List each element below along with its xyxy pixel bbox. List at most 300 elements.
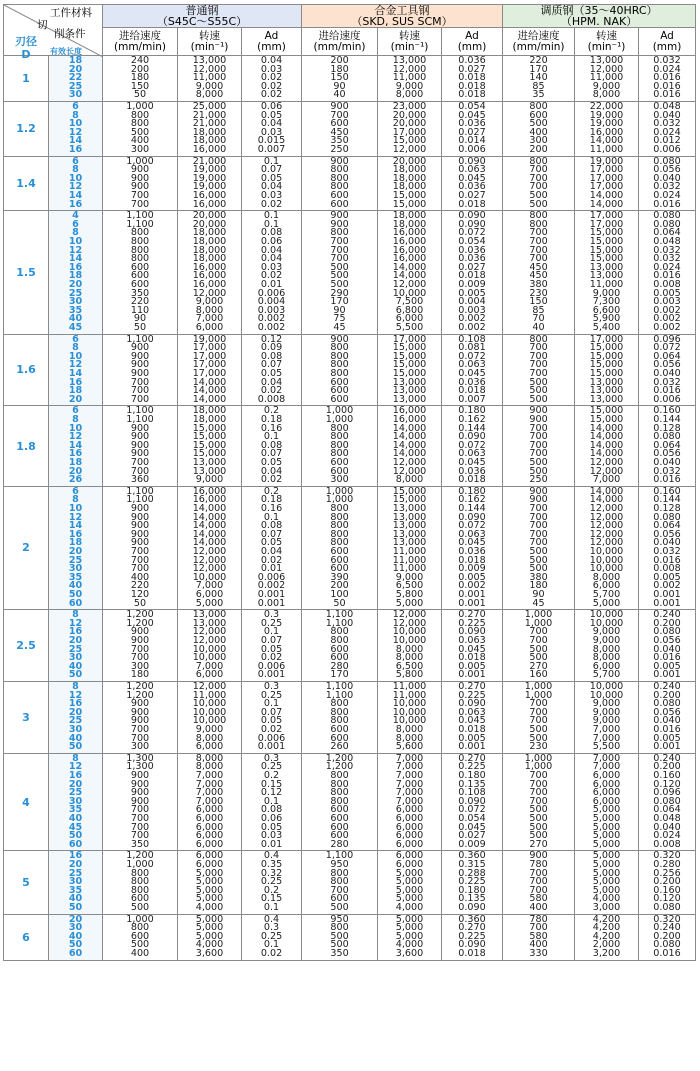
feed-rate-value: 800 <box>330 778 349 790</box>
axial-depth-value: 0.04 <box>260 244 283 256</box>
feed-rate-value: 280 <box>330 660 349 672</box>
feed-rate-value: 150 <box>529 296 548 308</box>
axial-depth-value: 0.270 <box>458 609 486 621</box>
spindle-speed-value: 5,000 <box>395 922 424 934</box>
axial-depth-value: 0.15 <box>260 778 283 790</box>
effective-length: 12 <box>68 431 83 443</box>
axial-depth-value: 0.225 <box>458 761 486 773</box>
spindle-speed-value: 6,000 <box>592 787 621 799</box>
feed-rate-value: 700 <box>130 804 150 816</box>
spindle-speed-value: 8,000 <box>395 89 424 101</box>
feed-rate-value: 800 <box>130 884 150 896</box>
axial-depth-value: 0.006 <box>257 571 286 583</box>
feed-rate-value: 800 <box>330 867 349 879</box>
feed-rate-value: 150 <box>130 80 150 92</box>
feed-rate-value: 900 <box>130 439 150 451</box>
cutter-diameter: 2 <box>4 486 49 609</box>
axial-depth-value: 0.063 <box>458 448 486 460</box>
spindle-speed-value: 13,000 <box>392 376 427 388</box>
spindle-speed-value: 14,000 <box>392 431 427 443</box>
spindle-speed-value: 17,000 <box>589 210 624 222</box>
axial-depth-value: 0.01 <box>260 278 283 290</box>
axial-depth-value: 0.045 <box>458 456 486 468</box>
feed-rate-value: 35 <box>532 89 545 101</box>
spindle-speed-value: 5,000 <box>195 597 224 609</box>
feed-rate-value: 700 <box>529 626 548 638</box>
spindle-speed-value: 6,000 <box>195 821 224 833</box>
axial-depth-value: 0.001 <box>458 588 486 600</box>
spindle-speed-value: 4,000 <box>592 893 621 905</box>
axial-depth-value: 0.006 <box>257 660 286 672</box>
effective-length: 16 <box>68 850 83 862</box>
axial-depth-value: 0.016 <box>653 385 681 397</box>
axial-depth-value: 0.1 <box>263 155 280 167</box>
feed-rate-value: 350 <box>130 838 150 850</box>
feed-rate-value: 700 <box>529 528 548 540</box>
spindle-speed-value: 15,000 <box>392 485 427 497</box>
feed-rate-list <box>302 406 378 486</box>
spindle-speed-value: 20,000 <box>392 118 427 130</box>
spindle-speed-value: 21,000 <box>192 118 227 130</box>
axial-depth-value: 0.225 <box>458 689 486 701</box>
feed-rate-value: 700 <box>130 643 150 655</box>
axial-depth-value: 0.018 <box>458 72 486 84</box>
spindle-speed-list <box>378 486 442 609</box>
spindle-speed-value: 15,000 <box>392 359 427 371</box>
spindle-speed-value: 15,000 <box>392 494 427 506</box>
axial-depth-value: 0.07 <box>260 359 283 371</box>
axial-depth-value: 0.012 <box>653 135 681 147</box>
axial-depth-value: 0.16 <box>260 502 283 514</box>
spindle-speed-value: 5,000 <box>195 913 224 925</box>
feed-rate-value: 500 <box>330 270 349 282</box>
feed-rate-value: 390 <box>330 571 349 583</box>
feed-rate-value: 780 <box>529 913 548 925</box>
spindle-speed-value: 10,000 <box>392 626 427 638</box>
axial-depth-value: 0.005 <box>458 660 486 672</box>
feed-rate-value: 800 <box>330 511 349 523</box>
spindle-speed-value: 6,500 <box>395 580 424 592</box>
effective-length: 30 <box>68 296 83 308</box>
axial-depth-value: 0.080 <box>653 795 681 807</box>
spindle-speed-value: 18,000 <box>192 135 227 147</box>
axial-depth-list <box>442 914 503 960</box>
spindle-speed-value: 16,000 <box>192 485 227 497</box>
effective-length: 10 <box>68 236 83 247</box>
feed-rate-value: 800 <box>330 634 349 646</box>
group-header-tempered-steel <box>503 5 696 28</box>
feed-rate-value: 1,200 <box>325 752 354 764</box>
axial-depth-list <box>242 610 302 682</box>
table-row <box>4 211 696 334</box>
effective-length: 20 <box>68 706 83 718</box>
axial-depth-value: 0.1 <box>263 901 280 913</box>
feed-rate-value: 400 <box>130 947 150 959</box>
spindle-speed-value: 16,000 <box>192 494 227 506</box>
effective-length: 30 <box>68 876 83 888</box>
spindle-speed-value: 18,000 <box>392 181 427 193</box>
feed-rate-value: 900 <box>330 333 349 345</box>
effective-length: 14 <box>68 135 83 147</box>
axial-depth-value: 0.096 <box>653 333 681 345</box>
axial-depth-value: 0.080 <box>653 939 681 951</box>
feed-rate-value: 700 <box>330 253 349 265</box>
column-header-line2: (mm) <box>652 40 682 53</box>
feed-rate-value: 180 <box>130 669 150 681</box>
feed-rate-value: 1,100 <box>126 333 154 345</box>
axial-depth-value: 0.027 <box>458 126 486 138</box>
effective-length: 30 <box>68 723 83 735</box>
axial-depth-value: 0.02 <box>260 947 283 959</box>
spindle-speed-value: 16,000 <box>392 405 427 417</box>
spindle-speed-value: 17,000 <box>192 342 227 354</box>
spindle-speed-value: 17,000 <box>589 172 624 184</box>
spindle-speed-value: 17,000 <box>192 367 227 379</box>
spindle-speed-value: 6,000 <box>592 769 621 781</box>
feed-rate-value: 900 <box>529 850 548 862</box>
dia-label-1: 刃径 <box>15 35 37 48</box>
axial-depth-value: 0.04 <box>260 253 283 265</box>
spindle-speed-value: 13,000 <box>392 385 427 397</box>
feed-rate-value: 300 <box>130 143 150 155</box>
axial-depth-value: 0.08 <box>260 227 283 239</box>
spindle-speed-value: 19,000 <box>589 109 624 121</box>
axial-depth-value: 0.144 <box>458 502 486 514</box>
spindle-speed-value: 15,000 <box>589 367 624 379</box>
spindle-speed-value: 7,000 <box>395 761 424 773</box>
feed-rate-value: 600 <box>330 393 349 405</box>
axial-depth-value: 0.032 <box>653 181 681 193</box>
spindle-speed-value: 8,000 <box>195 752 224 764</box>
spindle-speed-value: 10,000 <box>392 634 427 646</box>
effective-length: 50 <box>68 588 83 600</box>
spindle-speed-value: 13,000 <box>392 502 427 514</box>
feed-rate-value: 500 <box>529 545 548 557</box>
spindle-speed-value: 7,000 <box>592 723 621 735</box>
axial-depth-value: 0.036 <box>458 465 486 477</box>
feed-rate-value: 500 <box>330 261 349 273</box>
feed-rate-value: 45 <box>333 321 346 333</box>
cutter-diameter: 1.5 <box>4 211 49 334</box>
spindle-speed-value: 11,000 <box>589 72 624 84</box>
feed-rate-value: 700 <box>529 227 548 239</box>
feed-rate-value: 700 <box>529 634 548 646</box>
feed-rate-value: 600 <box>130 893 150 905</box>
feed-rate-value: 800 <box>330 350 349 362</box>
spindle-speed-value: 13,000 <box>589 270 624 282</box>
feed-rate-value: 600 <box>330 652 349 664</box>
spindle-speed-value: 9,000 <box>195 296 224 308</box>
axial-depth-value: 0.040 <box>653 367 681 379</box>
feed-rate-value: 800 <box>330 172 349 184</box>
axial-depth-value: 0.016 <box>653 198 681 210</box>
spindle-speed-value: 7,000 <box>592 752 621 764</box>
axial-depth-value: 0.280 <box>653 858 681 870</box>
feed-rate-value: 300 <box>330 474 349 486</box>
spindle-speed-value: 6,000 <box>395 804 424 816</box>
feed-rate-value: 500 <box>529 465 548 477</box>
spindle-speed-value: 11,000 <box>392 72 427 84</box>
feed-rate-value: 800 <box>330 367 349 379</box>
axial-depth-value: 0.04 <box>260 376 283 388</box>
table-row <box>4 102 696 157</box>
feed-rate-value: 40 <box>532 321 545 333</box>
axial-depth-value: 0.040 <box>653 643 681 655</box>
feed-rate-value: 250 <box>330 143 349 155</box>
axial-depth-value: 0.016 <box>653 652 681 664</box>
axial-depth-value: 0.064 <box>653 350 681 362</box>
effective-length: 6 <box>72 333 79 345</box>
axial-depth-list <box>442 334 503 406</box>
axial-depth-value: 0.05 <box>260 821 283 833</box>
axial-depth-list <box>242 102 302 157</box>
spindle-speed-value: 5,000 <box>592 812 621 824</box>
feed-rate-value: 600 <box>130 278 150 290</box>
spindle-speed-value: 5,700 <box>592 669 621 681</box>
effective-length-list <box>49 156 103 211</box>
axial-depth-value: 0.014 <box>458 135 486 147</box>
feed-rate-value: 290 <box>330 287 349 299</box>
feed-rate-value: 40 <box>333 89 346 101</box>
spindle-speed-value: 13,000 <box>192 465 227 477</box>
axial-depth-value: 0.018 <box>458 270 486 282</box>
feed-rate-value: 800 <box>529 210 548 222</box>
spindle-speed-value: 9,000 <box>195 723 224 735</box>
effective-length: 20 <box>68 778 83 790</box>
axial-depth-value: 0.144 <box>458 422 486 434</box>
axial-depth-value: 0.02 <box>260 80 283 92</box>
feed-rate-list <box>302 753 378 851</box>
feed-rate-list <box>503 753 575 851</box>
cutter-diameter: 1.8 <box>4 406 49 486</box>
spindle-speed-value: 4,200 <box>592 930 621 942</box>
axial-depth-list <box>442 610 503 682</box>
spindle-speed-value: 19,000 <box>192 333 227 345</box>
axial-depth-value: 0.09 <box>260 342 283 354</box>
axial-depth-value: 0.1 <box>263 511 280 523</box>
feed-rate-value: 700 <box>529 876 548 888</box>
table-row <box>4 486 696 609</box>
spindle-speed-value: 20,000 <box>392 109 427 121</box>
axial-depth-value: 0.240 <box>653 609 681 621</box>
axial-depth-value: 0.048 <box>653 101 681 113</box>
spindle-speed-value: 11,000 <box>589 143 624 155</box>
axial-depth-value: 0.05 <box>260 367 283 379</box>
feed-rate-value: 600 <box>330 723 349 735</box>
axial-depth-value: 0.040 <box>653 821 681 833</box>
effective-length: 40 <box>68 930 83 942</box>
axial-depth-value: 0.02 <box>260 474 283 486</box>
spindle-speed-value: 5,000 <box>195 876 224 888</box>
spindle-speed-value: 19,000 <box>192 181 227 193</box>
feed-rate-value: 300 <box>130 660 150 672</box>
feed-rate-value: 800 <box>130 244 150 256</box>
spindle-speed-value: 7,000 <box>195 787 224 799</box>
feed-rate-value: 220 <box>529 55 548 67</box>
effective-length: 12 <box>68 689 83 701</box>
axial-depth-value: 0.16 <box>260 422 283 434</box>
axial-depth-value: 0.200 <box>653 761 681 773</box>
feed-rate-value: 500 <box>130 901 150 913</box>
group-sub: （S45C～S55C） <box>156 15 248 28</box>
feed-rate-value: 1,200 <box>126 609 154 621</box>
axial-depth-value: 0.090 <box>458 511 486 523</box>
spindle-speed-value: 19,000 <box>192 164 227 176</box>
spindle-speed-value: 6,600 <box>592 304 621 316</box>
spindle-speed-value: 7,000 <box>195 778 224 790</box>
axial-depth-value: 0.027 <box>458 261 486 273</box>
spindle-speed-list <box>378 56 442 102</box>
axial-depth-value: 0.288 <box>458 867 486 879</box>
column-header-speed <box>378 28 442 56</box>
spindle-speed-value: 12,000 <box>192 545 227 557</box>
column-header-line1: Ad <box>465 29 479 42</box>
effective-length: 18 <box>68 385 83 397</box>
spindle-speed-value: 15,000 <box>589 227 624 239</box>
column-header-feed <box>103 28 178 56</box>
spindle-speed-value: 20,000 <box>392 155 427 167</box>
cut-label-2: 削条件 <box>54 28 86 40</box>
feed-rate-value: 1,100 <box>126 218 154 230</box>
feed-rate-value: 700 <box>330 884 349 896</box>
axial-depth-value: 0.008 <box>653 278 681 290</box>
feed-rate-value: 800 <box>330 431 349 443</box>
spindle-speed-value: 10,000 <box>392 287 427 299</box>
feed-rate-value: 700 <box>330 109 349 121</box>
table-row <box>4 56 696 102</box>
spindle-speed-value: 7,000 <box>592 761 621 773</box>
cutting-conditions-table <box>3 4 696 961</box>
axial-depth-value: 0.001 <box>653 588 681 600</box>
feed-rate-value: 900 <box>130 359 150 371</box>
feed-rate-list <box>302 681 378 753</box>
feed-rate-value: 1,000 <box>325 413 354 425</box>
spindle-speed-value: 9,000 <box>592 706 621 718</box>
column-header-line2: (mm/min) <box>512 40 565 53</box>
feed-rate-value: 700 <box>529 537 548 549</box>
spindle-speed-value: 10,000 <box>192 652 227 664</box>
axial-depth-value: 0.108 <box>458 333 486 345</box>
axial-depth-value: 0.040 <box>653 109 681 121</box>
feed-rate-value: 700 <box>529 350 548 362</box>
feed-rate-value: 50 <box>333 597 346 609</box>
feed-rate-value: 1,000 <box>524 609 553 621</box>
spindle-speed-value: 5,500 <box>592 741 621 753</box>
axial-depth-value: 0.270 <box>458 752 486 764</box>
effective-length: 18 <box>68 456 83 468</box>
axial-depth-value: 0.01 <box>260 563 283 575</box>
feed-rate-list <box>103 610 178 682</box>
axial-depth-list <box>242 156 302 211</box>
feed-rate-value: 800 <box>330 448 349 460</box>
spindle-speed-value: 9,000 <box>195 474 224 486</box>
spindle-speed-list <box>178 486 242 609</box>
axial-depth-list <box>442 851 503 914</box>
spindle-speed-value: 6,000 <box>592 795 621 807</box>
feed-rate-value: 800 <box>330 181 349 193</box>
spindle-speed-list <box>575 914 639 960</box>
axial-depth-value: 0.1 <box>263 795 280 807</box>
feed-rate-value: 800 <box>330 715 349 727</box>
spindle-speed-value: 5,000 <box>395 876 424 888</box>
axial-depth-value: 0.032 <box>653 465 681 477</box>
spindle-speed-value: 8,000 <box>195 732 224 744</box>
spindle-speed-value: 11,000 <box>392 554 427 566</box>
effective-length: 25 <box>68 715 83 727</box>
axial-depth-value: 0.001 <box>653 597 681 609</box>
effective-length: 14 <box>68 253 83 265</box>
spindle-speed-value: 12,000 <box>392 465 427 477</box>
axial-depth-list <box>639 211 696 334</box>
axial-depth-value: 0.07 <box>260 528 283 540</box>
feed-rate-value: 1,100 <box>325 617 354 629</box>
axial-depth-value: 0.024 <box>653 261 681 273</box>
feed-rate-value: 500 <box>529 643 548 655</box>
axial-depth-list <box>442 406 503 486</box>
effective-length: 18 <box>68 55 83 67</box>
axial-depth-value: 0.008 <box>653 838 681 850</box>
feed-rate-value: 700 <box>529 502 548 514</box>
spindle-speed-value: 17,000 <box>192 359 227 371</box>
spindle-speed-value: 5,000 <box>592 804 621 816</box>
spindle-speed-value: 16,000 <box>589 126 624 138</box>
axial-depth-value: 0.016 <box>653 80 681 92</box>
spindle-speed-value: 10,000 <box>589 689 624 701</box>
axial-depth-value: 0.006 <box>458 143 486 155</box>
feed-rate-value: 800 <box>330 502 349 514</box>
axial-depth-value: 0.056 <box>653 706 681 718</box>
axial-depth-value: 0.040 <box>653 537 681 549</box>
axial-depth-list <box>242 211 302 334</box>
feed-rate-value: 600 <box>330 465 349 477</box>
cutter-diameter: 1.4 <box>4 156 49 211</box>
axial-depth-value: 0.064 <box>653 520 681 532</box>
axial-depth-value: 0.02 <box>260 554 283 566</box>
effective-length: 30 <box>68 922 83 934</box>
feed-rate-value: 700 <box>130 545 150 557</box>
spindle-speed-value: 18,000 <box>392 172 427 184</box>
axial-depth-value: 0.002 <box>458 313 486 325</box>
axial-depth-value: 0.040 <box>653 715 681 727</box>
feed-rate-value: 380 <box>529 571 548 583</box>
feed-rate-value: 360 <box>130 474 150 486</box>
axial-depth-value: 0.15 <box>260 893 283 905</box>
column-header-line2: (min⁻¹) <box>390 40 429 53</box>
spindle-speed-value: 8,000 <box>195 304 224 316</box>
column-header-line2: (mm/min) <box>313 40 366 53</box>
feed-rate-value: 900 <box>130 769 150 781</box>
spindle-speed-value: 16,000 <box>192 143 227 155</box>
feed-rate-value: 90 <box>333 80 346 92</box>
feed-rate-value: 500 <box>529 118 548 130</box>
column-header-line1: 转速 <box>596 29 618 42</box>
feed-rate-value: 500 <box>529 376 548 388</box>
effective-length-list <box>49 610 103 682</box>
feed-rate-value: 900 <box>130 431 150 443</box>
axial-depth-value: 0.024 <box>653 189 681 201</box>
spindle-speed-list <box>178 406 242 486</box>
feed-rate-list <box>503 914 575 960</box>
feed-rate-value: 700 <box>529 448 548 460</box>
effective-length: 45 <box>68 321 83 333</box>
effective-length: 20 <box>68 63 83 75</box>
axial-depth-value: 0.015 <box>257 135 286 147</box>
axial-depth-list <box>639 486 696 609</box>
axial-depth-value: 0.063 <box>458 706 486 718</box>
feed-rate-value: 700 <box>529 439 548 451</box>
feed-rate-value: 400 <box>529 901 548 913</box>
effective-length: 35 <box>68 804 83 816</box>
